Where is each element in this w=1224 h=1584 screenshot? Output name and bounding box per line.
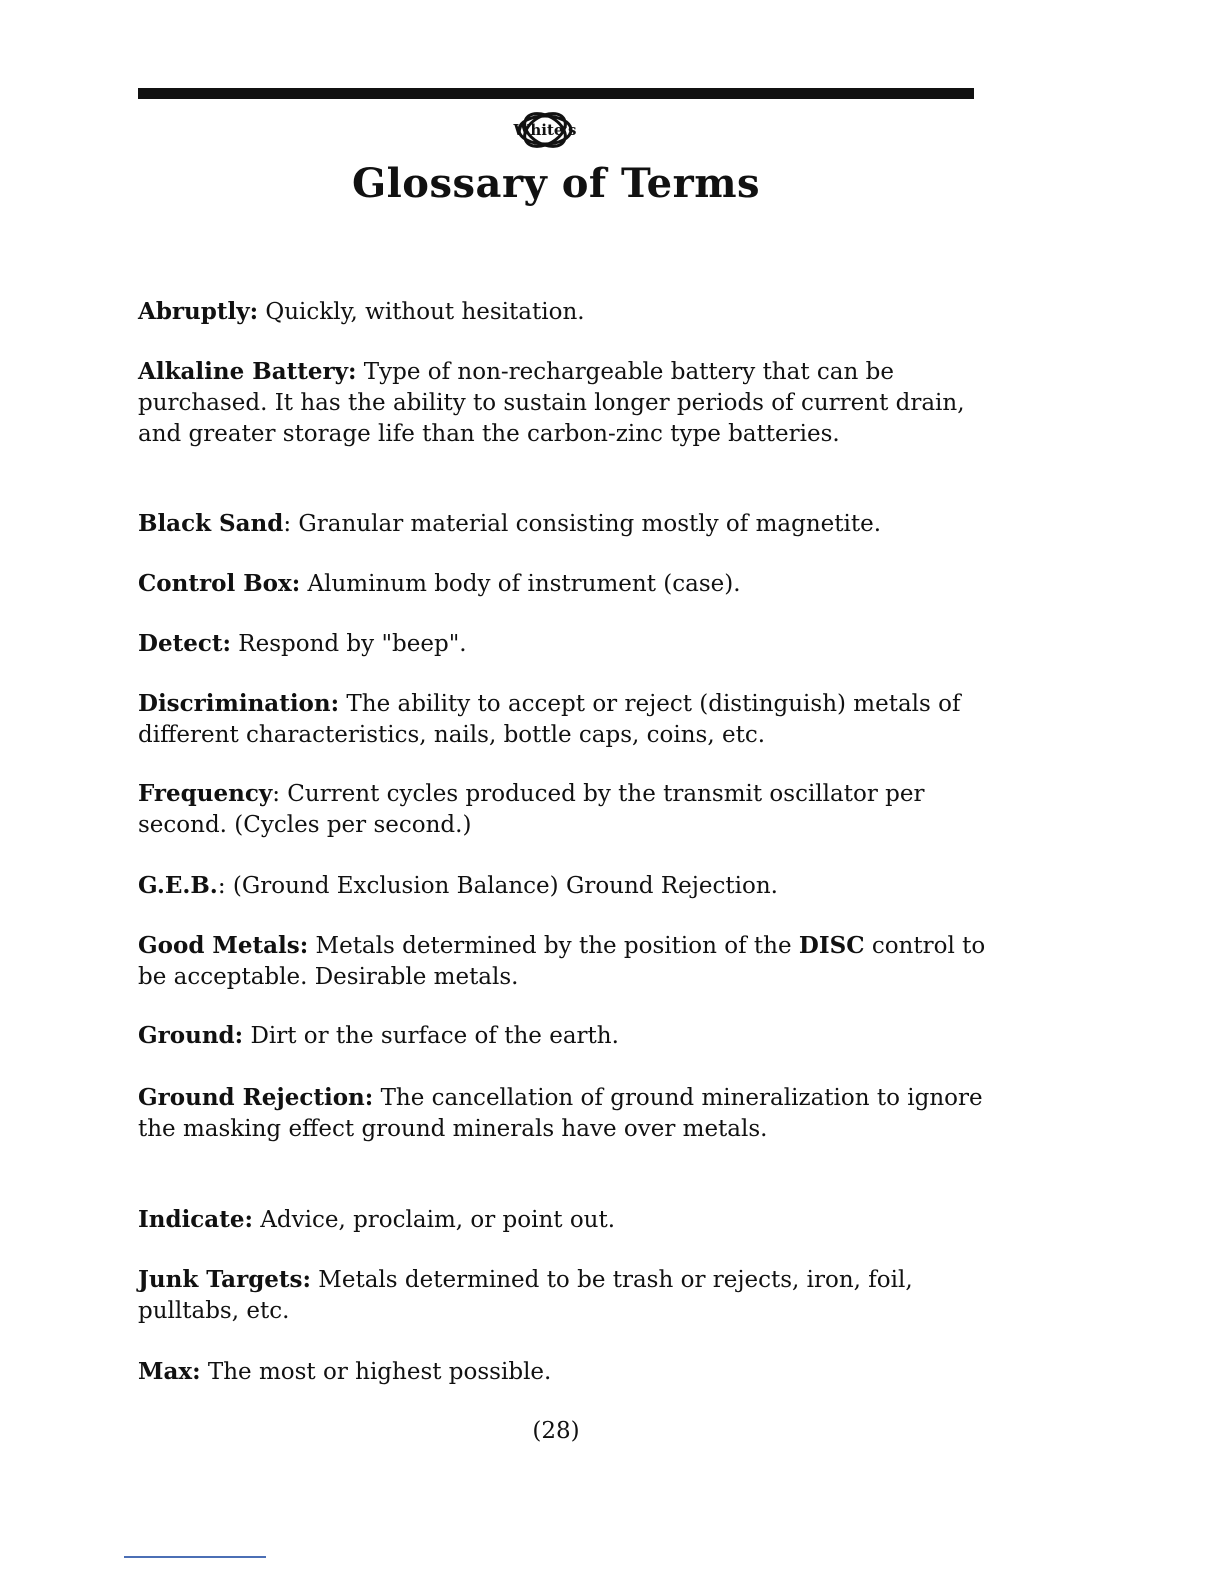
page-title: Glossary of Terms (351, 160, 761, 207)
term: Abruptly: (138, 298, 259, 325)
term: Alkaline Battery: (138, 358, 357, 385)
term: Ground Rejection: (138, 1084, 374, 1111)
term: Junk Targets: (138, 1266, 311, 1293)
glossary-entry-ground-rejection (138, 1082, 988, 1145)
term-separator: : (283, 511, 292, 537)
glossary-entry-control-box (138, 568, 988, 600)
glossary-entry-abruptly (138, 296, 988, 328)
term-separator: : (272, 781, 280, 807)
glossary-entry-discrimination (138, 688, 988, 751)
definition: Type of non-rechargeable battery that can be purchased. It has the ability to sustain longer periods of current drain, and greater storage life than the carbon-zinc type batteries. (138, 359, 965, 447)
term: Detect: (138, 630, 231, 657)
glossary-entry-junk-targets (138, 1264, 988, 1327)
term: Indicate: (138, 1206, 253, 1233)
page-number: (28) (532, 1418, 580, 1444)
disc-control-name: DISC (798, 932, 865, 959)
footer-rule (124, 1556, 266, 1558)
definition: Respond by "beep". (238, 631, 467, 657)
term-separator: : (217, 873, 226, 899)
term: Frequency (138, 780, 273, 807)
glossary-entry-indicate (138, 1204, 988, 1236)
definition: The ability to accept or reject (distinguish) metals of different characteristics, nails, bottle caps, coins, etc. (138, 691, 961, 748)
glossary-entry-geb (138, 870, 988, 902)
definition: Quickly, without hesitation. (265, 299, 585, 325)
definition: (Ground Exclusion Balance) Ground Rejection. (232, 873, 778, 899)
term: Black Sand (138, 510, 284, 537)
definition: Dirt or the surface of the earth. (250, 1023, 619, 1049)
definition-part: control to be acceptable. Desirable metals. (138, 933, 986, 990)
whites-logo-icon (500, 104, 590, 156)
definition: Current cycles produced by the transmit oscillator per second. (Cycles per second.) (138, 781, 925, 838)
term: Control Box: (138, 570, 301, 597)
glossary-entry-alkaline-battery (138, 356, 988, 450)
term: Ground: (138, 1022, 244, 1049)
definition: The cancellation of ground mineralization to ignore the masking effect ground minerals have over metals. (138, 1085, 983, 1142)
definition: Metals determined to be trash or rejects, iron, foil, pulltabs, etc. (138, 1267, 913, 1324)
glossary-entry-ground (138, 1020, 988, 1052)
definition: Aluminum body of instrument (case). (307, 571, 741, 597)
glossary-entry-frequency (138, 778, 988, 841)
glossary-entry-black-sand (138, 508, 988, 540)
definition: Advice, proclaim, or point out. (260, 1207, 616, 1233)
term: Discrimination: (138, 690, 340, 717)
glossary-entry-good-metals (138, 930, 988, 993)
glossary-entry-max (138, 1356, 988, 1388)
svg-text:White's: White's (513, 121, 577, 139)
term: G.E.B. (138, 872, 218, 899)
term: Good Metals: (138, 932, 309, 959)
term: Max: (138, 1358, 201, 1385)
definition: The most or highest possible. (207, 1359, 552, 1385)
glossary-entry-detect (138, 628, 988, 660)
definition: Granular material consisting mostly of magnetite. (298, 511, 882, 537)
definition-part: Metals determined by the position of the (315, 933, 792, 959)
top-rule (138, 88, 974, 99)
